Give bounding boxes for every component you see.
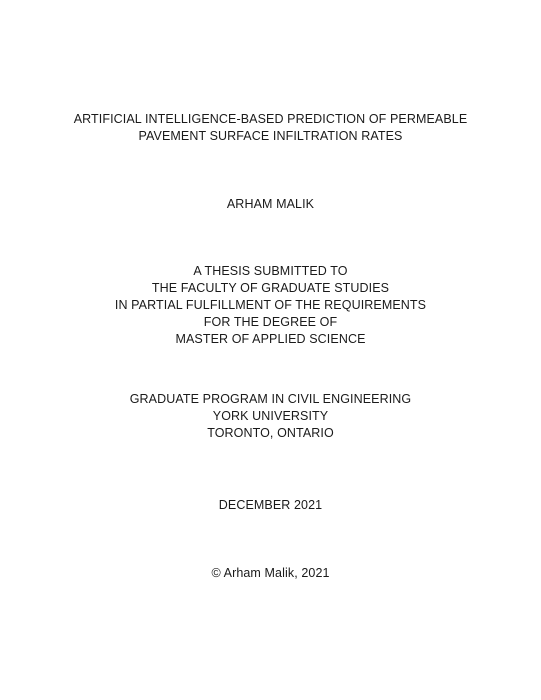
author-name — [0, 196, 541, 213]
submission-line-3: IN PARTIAL FULFILLMENT OF THE REQUIREMENTS — [114, 298, 427, 312]
program-line-1: GRADUATE PROGRAM IN CIVIL ENGINEERING — [129, 392, 412, 406]
submission-line-2: THE FACULTY OF GRADUATE STUDIES — [151, 281, 390, 295]
thesis-title-line-2: PAVEMENT SURFACE INFILTRATION RATES — [138, 129, 403, 143]
submission-line-4: FOR THE DEGREE OF — [203, 315, 338, 329]
author-name-text: ARHAM MALIK — [226, 197, 315, 211]
copyright-text: © Arham Malik, 2021 — [211, 566, 330, 580]
submission-date — [0, 497, 541, 514]
program-line-2: YORK UNIVERSITY — [212, 409, 329, 423]
submission-line-5: MASTER OF APPLIED SCIENCE — [175, 332, 366, 346]
submission-line-1: A THESIS SUBMITTED TO — [193, 264, 348, 278]
submission-date-text: DECEMBER 2021 — [218, 498, 323, 512]
program-affiliation — [0, 391, 541, 442]
copyright-notice — [0, 565, 541, 582]
thesis-title — [0, 111, 541, 145]
program-line-3: TORONTO, ONTARIO — [207, 426, 334, 440]
submission-statement — [0, 263, 541, 348]
thesis-title-line-1: ARTIFICIAL INTELLIGENCE-BASED PREDICTION OF PERMEABLE — [73, 112, 468, 126]
